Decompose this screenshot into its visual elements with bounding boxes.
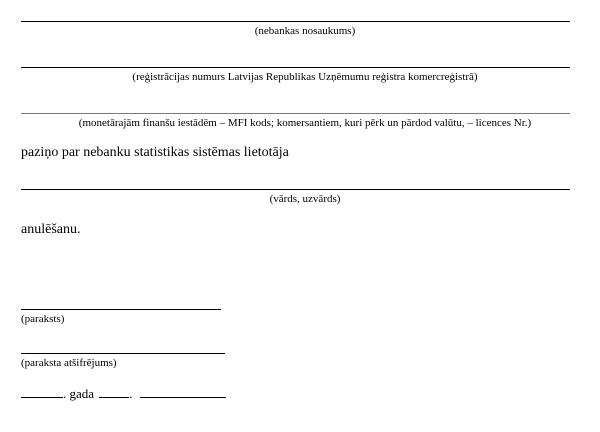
mfi-code-line[interactable] (21, 113, 570, 114)
day-blank[interactable] (99, 385, 129, 398)
registration-number-line[interactable] (21, 67, 570, 68)
signature-line[interactable] (21, 309, 221, 310)
signature-caption: (paraksts) (21, 313, 65, 325)
user-name-line[interactable] (21, 189, 570, 190)
bank-name-line[interactable] (21, 21, 570, 22)
month-blank[interactable] (140, 385, 226, 398)
signature-decoding-line[interactable] (21, 353, 225, 354)
year-blank[interactable] (21, 385, 63, 398)
year-suffix: . gada (63, 386, 95, 401)
mfi-code-caption: (monetārajām finanšu iestādēm – MFI kods; komersantiem, kuri pērk un pārdod valūtu, – licences Nr.) (78, 117, 532, 129)
cancellation-text: anulēšanu. (21, 222, 81, 237)
notice-text: paziņo par nebanku statistikas sistēmas lietotāja (21, 145, 289, 160)
registration-number-caption: (reģistrācijas numurs Latvijas Republikas Uzņēmumu reģistra komercreģistrā) (132, 71, 478, 83)
day-suffix: . (129, 386, 133, 401)
signature-decoding-caption: (paraksta atšifrējums) (21, 357, 117, 369)
date-line (21, 385, 226, 402)
bank-name-caption: (nebankas nosaukums) (254, 25, 356, 37)
user-name-caption: (vārds, uzvārds) (269, 193, 341, 205)
